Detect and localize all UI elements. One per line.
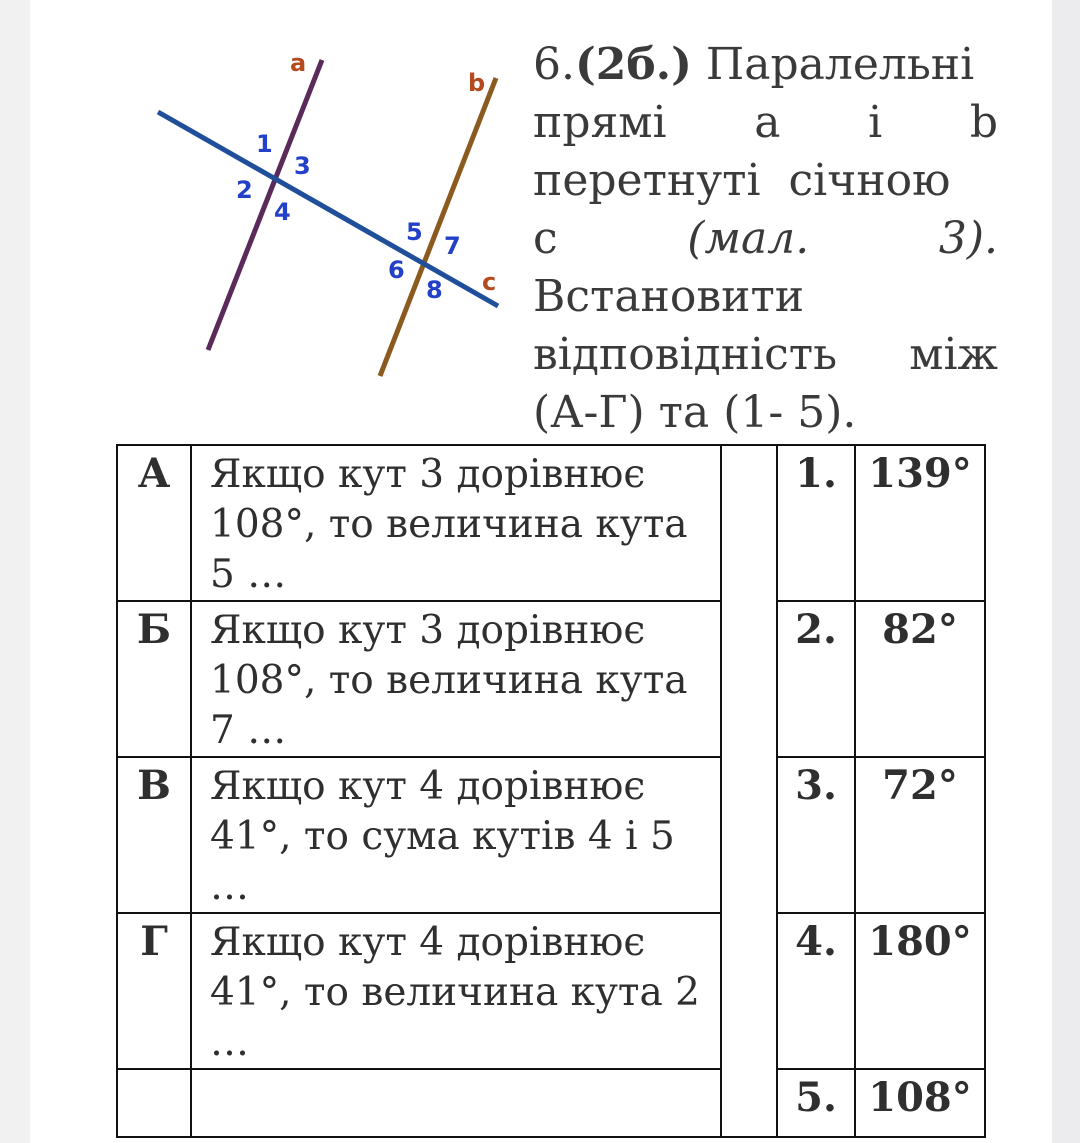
task-number: 6.: [533, 39, 575, 90]
angle-label-3: 3: [294, 152, 311, 180]
answer-number: 5.: [777, 1069, 855, 1137]
table-row: [117, 601, 985, 757]
answer-value: 82°: [855, 601, 985, 757]
table-row: [117, 757, 985, 913]
task-word: відповідність: [533, 329, 838, 380]
table-gap: [721, 445, 777, 1137]
row-condition: Якщо кут 3 дорівнює 108°, то величина кута 5 …: [191, 445, 721, 601]
parallel-lines-diagram: [140, 40, 520, 390]
angle-label-4: 4: [274, 198, 291, 226]
angle-label-7: 7: [444, 232, 461, 260]
angle-label-6: 6: [388, 256, 405, 284]
task-statement: [533, 36, 998, 442]
task-word: Встановити: [533, 271, 805, 322]
table-row: [117, 445, 985, 601]
task-points: (2б.): [574, 39, 692, 90]
answer-number: 1.: [777, 445, 855, 601]
label-b: b: [468, 69, 486, 97]
answer-value: 72°: [855, 757, 985, 913]
task-word: Паралельні: [705, 39, 975, 90]
task-word: (мал.: [687, 213, 810, 264]
table-row: [117, 913, 985, 1069]
row-condition: Якщо кут 4 дорівнює 41°, то сума кутів 4 і 5 …: [191, 757, 721, 913]
answer-number: 3.: [777, 757, 855, 913]
page-edge: [1052, 0, 1080, 1143]
answer-number: 2.: [777, 601, 855, 757]
task-word: 3).: [938, 213, 998, 264]
row-condition: Якщо кут 3 дорівнює 108°, то величина кута 7 …: [191, 601, 721, 757]
task-word: січною: [788, 155, 951, 206]
task-word: а: [754, 97, 781, 148]
line-a: [208, 60, 322, 350]
row-letter: А: [117, 445, 191, 601]
answer-value: 139°: [855, 445, 985, 601]
task-word: між: [909, 329, 998, 380]
task-word: перетнуті: [533, 155, 761, 206]
answer-value: 108°: [855, 1069, 985, 1137]
answer-value: 180°: [855, 913, 985, 1069]
geometry-figure: [140, 40, 520, 390]
task-word: і: [868, 97, 883, 148]
task-word: прямі: [533, 97, 667, 148]
task-word: с: [533, 213, 558, 264]
label-c: c: [482, 268, 497, 296]
row-letter: [117, 1069, 191, 1137]
answer-number: 4.: [777, 913, 855, 1069]
label-a: a: [290, 49, 307, 77]
task-word: b: [969, 97, 998, 148]
task-word: (А-Г) та (1- 5).: [533, 387, 857, 438]
row-letter: Г: [117, 913, 191, 1069]
row-letter: В: [117, 757, 191, 913]
line-b: [380, 78, 496, 376]
angle-label-5: 5: [406, 218, 423, 246]
table-row: [117, 1069, 985, 1137]
angle-label-8: 8: [426, 276, 443, 304]
row-condition: [191, 1069, 721, 1137]
angle-label-1: 1: [256, 130, 273, 158]
matching-table: [116, 444, 986, 1138]
row-letter: Б: [117, 601, 191, 757]
angle-label-2: 2: [236, 176, 253, 204]
row-condition: Якщо кут 4 дорівнює 41°, то величина кута 2 …: [191, 913, 721, 1069]
